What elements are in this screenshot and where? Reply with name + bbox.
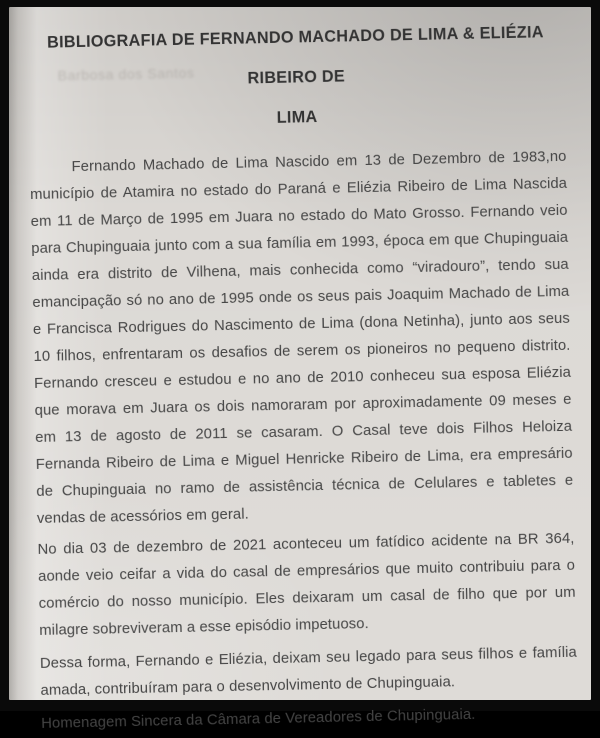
text-line: Fernanda Ribeiro de Lima e Miguel Henricke Ribeiro de Lima, era empresário [35,445,573,473]
text-line: No dia 03 de dezembro de 2021 aconteceu um fatídico acidente na BR 364, [37,530,575,558]
text-line: Dessa forma, Fernando e Eliézia, deixam seu legado para seus filhos e família [39,644,578,672]
text-line: de Chupinguaia no ramo de assistência técnica de Celulares e tabletes e [36,472,574,500]
text-line: vendas de acessórios em geral. [36,506,249,527]
text-line: Fernando cresceu e estudou e no ano de 2010 conheceu sua esposa Eliézia [33,364,572,392]
text-line: milagre sobreviveram a esse episódio impetuoso. [39,616,369,639]
text-line: que morava em Juara os dois namoraram por aproximadamente 09 meses e [34,391,572,419]
text-line: amada, contribuíram para o desenvolvimento de Chupinguaia. [40,674,456,699]
document-title [27,12,566,143]
text-line: emancipação só no ano de 1995 onde os seus pais Joaquim Machado de Lima [32,283,570,312]
text-line: município de Atamira no estado do Paraná e Eliézia Ribeiro de Lima Nascida [29,175,568,204]
text-line: Fernando Machado de Lima Nascido em 13 de Dezembro de 1983,no [71,148,567,176]
document-title-line-2: LIMA [276,108,318,127]
document-content [26,8,578,738]
text-line: comércio do nosso município. Eles deixaram um casal de filho que por um [38,584,576,612]
text-line: em 13 de agosto de 2011 se casaram. O Casal teve dois Filhos Heloiza [35,418,573,446]
text-line: ainda era distrito de Vilhena, mais conhecida como “viradouro”, tendo sua [31,256,569,285]
text-line: em 11 de Março de 1995 em Juara no estado do Mato Grosso. Fernando veio [30,202,568,231]
text-line: e Francisca Rodrigues do Nascimento de Lima (dona Netinha), junto aos seus [32,310,571,339]
paragraph-legacy [40,640,578,705]
bleedthrough-text: Barbosa dos Santos [57,64,195,84]
document-title-line-1: BIBLIOGRAFIA DE FERNANDO MACHADO DE LIMA & ELIÉZIA RIBEIRO DE [46,23,544,88]
paragraph-accident [37,526,576,645]
document-page [9,7,591,732]
text-line: Homenagem Sincera da Câmara de Vereadores de Chupinguaia. [41,706,476,732]
text-line: 10 filhos, enfrentaram os desafios de serem os pioneiros no pequeno distrito. [33,337,571,366]
paragraph-homage [41,700,578,738]
text-line: para Chupinguaia junto com a sua família em 1993, época em que Chupinguaia [31,229,569,258]
paragraph-biography [29,144,574,533]
text-line: aonde veio ceifar a vida do casal de empresários que muito contribuiu para o [37,557,576,585]
